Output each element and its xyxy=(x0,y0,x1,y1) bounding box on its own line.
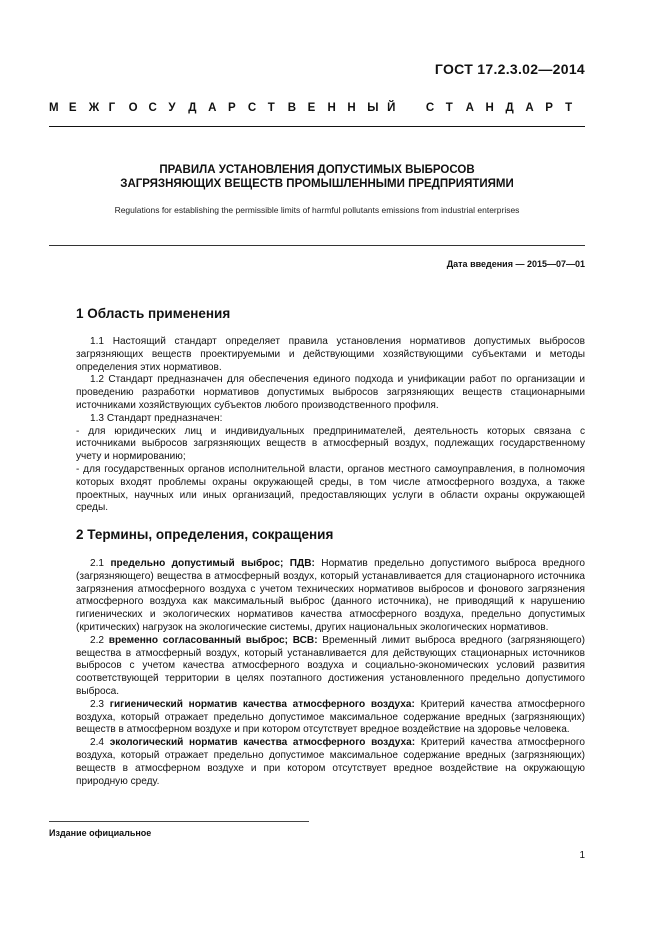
banner-letter: Е xyxy=(68,102,77,114)
term-2-4 xyxy=(76,737,585,788)
banner-letter: Р xyxy=(545,102,553,114)
title-line-1: ПРАВИЛА УСТАНОВЛЕНИЯ ДОПУСТИМЫХ ВЫБРОСОВ xyxy=(159,164,475,176)
term-number: 2.2 xyxy=(90,634,105,646)
banner-letter: А xyxy=(525,102,534,114)
official-edition-label: Издание официальное xyxy=(49,828,152,838)
banner-letter: В xyxy=(287,102,296,114)
term-2-1 xyxy=(76,558,585,635)
document-code: ГОСТ 17.2.3.02—2014 xyxy=(434,61,585,77)
banner-letter: Н xyxy=(485,102,494,114)
term-2-2 xyxy=(76,635,585,699)
title-line-2: ЗАГРЯЗНЯЮЩИХ ВЕЩЕСТВ ПРОМЫШЛЕННЫМИ ПРЕДПРИЯТИЯМИ xyxy=(120,178,514,190)
footer-rule xyxy=(49,821,309,822)
banner-letter: Ж xyxy=(88,102,100,114)
banner-letter: Т xyxy=(445,102,453,114)
banner-letter: Р xyxy=(228,102,236,114)
banner-letter: Т xyxy=(267,102,275,114)
section-2-heading: 2 Термины, определения, сокращения xyxy=(76,527,334,542)
section-1-heading: 1 Область применения xyxy=(76,306,231,321)
paragraph-1-3-item-1: - для юридических лиц и индивидуальных предпринимателей, деятельность которых связана с источниками выбросов загрязняющих веществ в атмосферный воздух, подлежащих государственному учету и нормированию; xyxy=(76,425,585,463)
banner-letter: Д xyxy=(188,102,197,114)
banner-letter: С xyxy=(148,102,157,114)
paragraph-1-3-item-2: - для государственных органов исполнительной власти, органов местного самоуправления, в полномочия которых входят проблемы охраны окружающей среды, в том числе атмосферного воздуха, а также проектных, научных или иных организаций, предоставляющих услуги в области охраны окружающей среды. xyxy=(76,463,585,514)
paragraph-1-3: 1.3 Стандарт предназначен: xyxy=(90,412,223,424)
term-name: предельно допустимый выброс; ПДВ: xyxy=(110,558,315,569)
document-title xyxy=(49,163,585,191)
paragraph-1-1: 1.1 Настоящий стандарт определяет правила установления нормативов допустимых выбросов загрязняющих веществ проектируемыми и действующими хозяйствующими субъектами и методы определения этих нормативов. xyxy=(76,336,585,373)
banner-letter: О xyxy=(128,102,138,114)
banner-letter: С xyxy=(247,102,257,114)
banner-letter: Н xyxy=(327,102,336,114)
banner-word-interstate xyxy=(49,102,407,114)
term-definition: Критерий качества атмосферного воздуха, который отражает предельно допустимое максимальное содержание вредных (загрязняющих) веществ в атмосферном воздухе и при котором отсутствует вредное воздействие на здоровье человека. xyxy=(76,698,585,736)
banner-letter: Т xyxy=(565,102,573,114)
introduction-date: Дата введения — 2015—07—01 xyxy=(446,259,585,269)
term-name: экологический норматив качества атмосферного воздуха: xyxy=(109,737,416,749)
term-definition: Критерий качества атмосферного воздуха, который отражает предельно допустимое максимальное содержание вредных (загрязняющих) веществ в атмосферном воздухе и при котором отсутствует вредное воздействие на окружающую природную среду. xyxy=(76,737,585,787)
banner-letter: М xyxy=(49,102,59,114)
section-2-body xyxy=(76,558,585,788)
term-name: временно согласованный выброс; ВСВ: xyxy=(108,634,318,646)
header-rule xyxy=(49,126,585,127)
term-number: 2.4 xyxy=(90,737,105,749)
term-2-3 xyxy=(76,699,585,737)
banner-letter: А xyxy=(208,102,217,114)
page-number: 1 xyxy=(579,850,585,861)
section-1-body xyxy=(76,336,585,515)
banner-letter: Н xyxy=(347,102,356,114)
banner-letter: Г xyxy=(108,102,116,114)
title-rule xyxy=(49,245,585,246)
banner-letter: С xyxy=(425,102,435,114)
term-definition: Норматив предельно допустимого выброса вредного (загрязняющего) вещества в атмосферный воздух, который устанавливается для стационарного источника загрязнения атмосферного воздуха с учетом технических нормативов выбросов и фонового загрязнения атмосферного воздуха как максимальный выброс (данного источника), не приводящий к нарушению гигиенических и экологических нормативов качества атмосферного воздуха, предельно допустимых (критических) нагрузок на экологические системы, других национальных экологических нормативов. xyxy=(76,558,585,633)
banner-word-standard xyxy=(426,102,585,114)
banner-letter: Е xyxy=(307,102,316,114)
banner-letter: У xyxy=(168,102,176,114)
banner-letter: А xyxy=(465,102,474,114)
term-name: гигиенический норматив качества атмосферного воздуха: xyxy=(109,698,415,710)
banner-letter: Д xyxy=(505,102,514,114)
term-definition: Временный лимит выброса вредного (загрязняющего) вещества в атмосферный воздух, который устанавливается для действующих стационарных источников выбросов с учетом качества атмосферного воздуха и социально-экономических условий развития соответствующей территории в целях поэтапного достижения установленного предельно допустимого выброса. xyxy=(76,634,585,697)
paragraph-1-2: 1.2 Стандарт предназначен для обеспечения единого подхода и унификации работ по организации и проведению разработки нормативов допустимых выбросов загрязняющих веществ стационарными источниками хозяйствующих субъектов любого производственного профиля. xyxy=(76,374,585,411)
banner-letter: Ы xyxy=(367,102,379,114)
banner-letter: Й xyxy=(387,102,396,114)
term-number: 2.3 xyxy=(90,698,105,710)
term-number: 2.1 xyxy=(90,558,105,569)
english-title: Regulations for establishing the permissible limits of harmful pollutants emissions from industrial enterprises xyxy=(114,205,520,215)
standard-banner xyxy=(49,102,585,114)
